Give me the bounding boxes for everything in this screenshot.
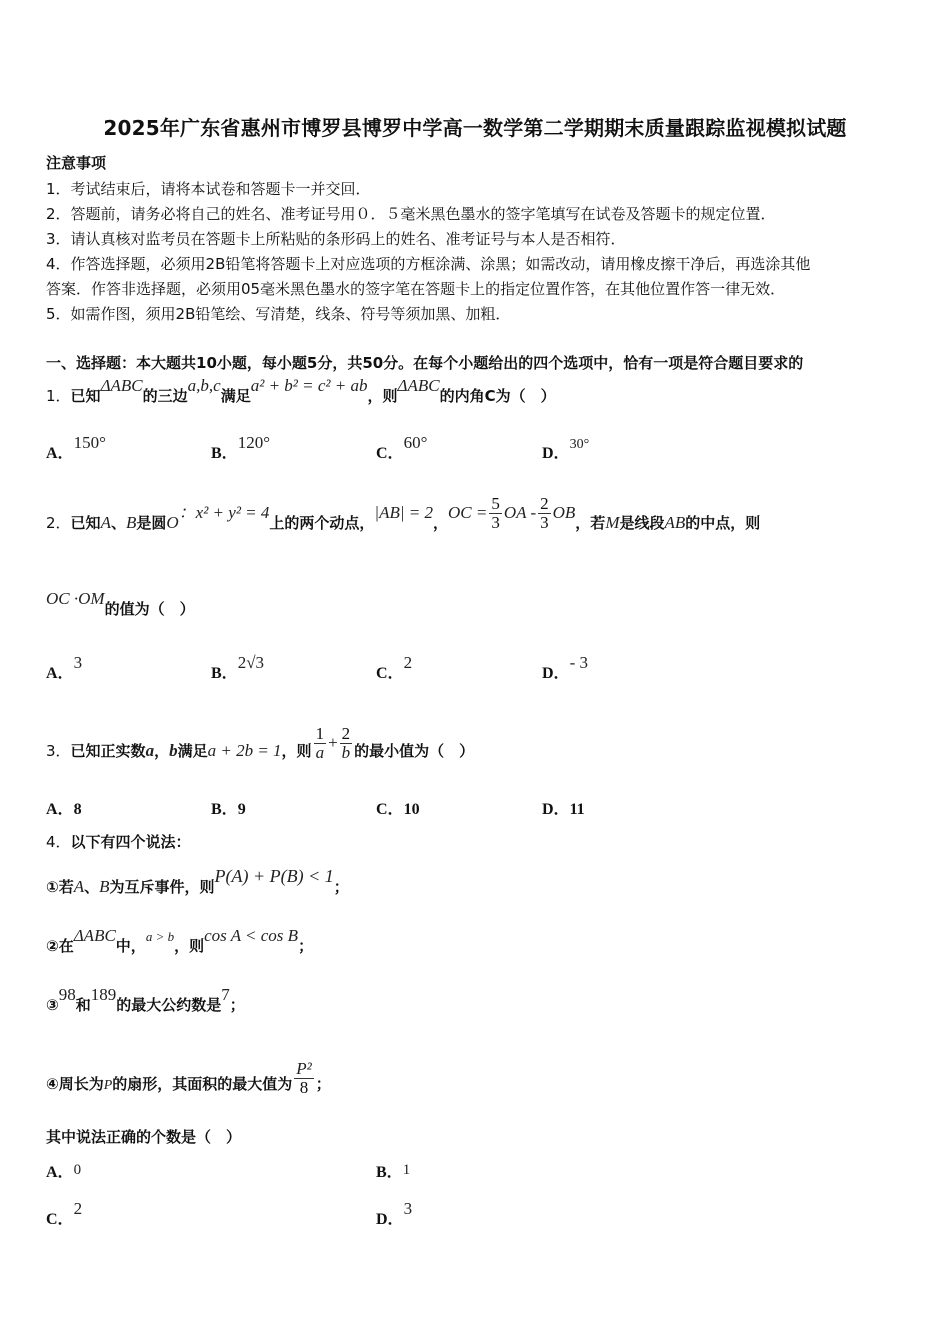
statement-math: 7 [221, 985, 230, 1004]
statement-math: P [103, 1078, 113, 1093]
option-value: 0 [73, 1162, 82, 1178]
q3-math: a + 2b = 1 [207, 741, 282, 760]
q4-option-b[interactable] [376, 1159, 410, 1182]
statement-text: 为互斥事件，则 [109, 878, 215, 896]
q1-text: 已知 [70, 387, 101, 405]
question-number: 2． [46, 514, 71, 532]
option-label: D． [542, 445, 570, 462]
option-label: D． [376, 1211, 404, 1228]
q2-math: OC = [448, 503, 488, 522]
statement-text: 的最大公约数是 [116, 996, 222, 1014]
q2-math: OA - [503, 503, 537, 522]
option-label: A． [46, 665, 74, 682]
q2-fraction [538, 495, 551, 532]
notice-item: 1．考试结束后，请将本试卷和答题卡一并交回． [46, 180, 371, 198]
statement-text: ； [229, 996, 245, 1014]
q2-text: 是圆 [136, 514, 167, 532]
q1-option-a[interactable] [46, 433, 106, 463]
statement-4 [46, 1059, 331, 1103]
q1-math: ΔABC [100, 376, 143, 395]
option-label: A． [46, 445, 74, 462]
question-number: 1． [46, 387, 71, 405]
q3-option-d[interactable] [542, 796, 585, 819]
notice-item: 答案．作答非选择题，必须用05毫米黑色墨水的签字笔在答题卡上的指定位置作答，在其他位置作答一律无效． [46, 280, 786, 298]
q2-text: 的值为（ ） [104, 600, 195, 618]
q2-option-d[interactable] [542, 653, 588, 683]
q2-text: 、 [110, 514, 126, 532]
statement-math: a > b [145, 929, 175, 944]
option-value: 60° [403, 433, 428, 452]
statement-text: ； [333, 878, 349, 896]
q2-math: |AB| = 2 [374, 503, 433, 522]
q4-text: 以下有四个说法： [70, 833, 191, 851]
q3-option-c[interactable] [376, 796, 420, 819]
statement-1 [46, 866, 349, 897]
option-label: B． [211, 665, 238, 682]
fraction-denominator: 3 [540, 513, 549, 532]
fraction-numerator: 2 [341, 724, 351, 743]
q2-option-a[interactable] [46, 653, 83, 683]
statement-text: 和 [75, 996, 91, 1014]
q3-text: ，则 [281, 742, 312, 760]
fraction-denominator: 8 [299, 1078, 309, 1097]
option-value: 11 [569, 801, 585, 818]
option-label: A． [46, 1164, 74, 1181]
q2-option-b[interactable] [211, 653, 265, 683]
fraction-numerator: P² [296, 1059, 312, 1078]
q2-math: A [100, 513, 111, 532]
q1-option-c[interactable] [376, 433, 428, 463]
q3-text: 满足 [177, 742, 208, 760]
option-value: 120° [237, 433, 270, 452]
q1-text: 满足 [220, 387, 251, 405]
question-4 [46, 831, 191, 852]
statement-2 [46, 926, 314, 956]
section-heading: 一、选择题：本大题共10小题，每小题5分，共50分。在每个小题给出的四个选项中，恰有一项是符合题目要求的 [46, 354, 804, 372]
option-value: 9 [237, 801, 246, 818]
fraction-numerator: 2 [540, 494, 549, 513]
q2-text: 的中点，则 [685, 514, 761, 532]
fraction-denominator: 3 [491, 513, 500, 532]
option-value: 1 [402, 1162, 411, 1178]
option-value: 2 [403, 653, 413, 672]
option-label: C． [376, 801, 404, 818]
q2-math: OB [552, 503, 576, 522]
q2-text: 是线段 [619, 514, 665, 532]
q1-text: 的内角C为（ ） [439, 387, 556, 405]
option-value: 3 [403, 1199, 413, 1218]
statement-text: ； [298, 937, 314, 955]
q1-option-b[interactable] [211, 433, 270, 463]
q2-text: ，若 [575, 514, 606, 532]
q3-fraction [314, 725, 327, 762]
q2-math: AB [664, 513, 686, 532]
q2-math: ：x² + y² = 4 [178, 503, 270, 522]
q1-math: a² + b² = c² + ab [250, 376, 368, 395]
q1-text: ，则 [367, 387, 398, 405]
q2-math: M [605, 513, 620, 532]
q3-text: 已知正实数 [70, 742, 146, 760]
q4-option-a[interactable] [46, 1159, 81, 1182]
q2-fraction [489, 495, 502, 532]
fraction-numerator: 1 [315, 724, 325, 743]
q3-math: b [169, 741, 178, 760]
option-value: 2√3 [237, 653, 265, 672]
statement-text: ，则 [174, 937, 205, 955]
statement-text: ②在 [46, 937, 74, 955]
statement-math: P(A) + P(B) < 1 [214, 866, 334, 886]
option-label: B． [376, 1164, 403, 1181]
q2-text: 上的两个动点， [269, 514, 375, 532]
q3-text: 的最小值为（ ） [354, 742, 475, 760]
q1-math: a,b,c [187, 376, 221, 395]
notice-item: 3．请认真核对监考员在答题卡上所粘贴的条形码上的姓名、准考证号与本人是否相符． [46, 230, 626, 248]
option-label: C． [376, 445, 404, 462]
q1-math: ΔABC [397, 376, 440, 395]
option-label: D． [542, 665, 570, 682]
option-label: C． [376, 665, 404, 682]
q2-text: ， [433, 514, 449, 532]
q2-math: OC ·OM [46, 589, 105, 608]
statement-math: 189 [90, 985, 117, 1004]
q2-math: O [166, 513, 179, 532]
q4-option-d[interactable] [376, 1199, 413, 1229]
q2-math: B [125, 513, 137, 532]
question-3 [46, 724, 475, 770]
statement-3 [46, 985, 245, 1015]
q3-math: a [145, 741, 155, 760]
statement-text: 的扇形，其面积的最大值为 [112, 1075, 293, 1093]
question-number: 3． [46, 742, 71, 760]
statement-text: ③ [46, 996, 59, 1014]
q3-fraction [340, 725, 353, 762]
option-value: 150° [73, 433, 106, 452]
option-value: 2 [73, 1199, 83, 1218]
notice-heading: 注意事项 [46, 154, 107, 172]
q1-option-d[interactable] [542, 437, 590, 463]
option-label: B． [211, 801, 238, 818]
q3-text: ， [154, 742, 170, 760]
notice-item: 5．如需作图，须用2B铅笔绘、写清楚，线条、符号等须加黑、加粗． [46, 305, 511, 323]
option-value: 30° [569, 437, 590, 452]
statement-math: B [99, 877, 110, 896]
statement-math: 98 [58, 985, 76, 1004]
question-1 [46, 376, 556, 406]
option-label: B． [211, 445, 238, 462]
statement-text: ； [315, 1075, 331, 1093]
question-2 [46, 494, 761, 542]
q2-option-c[interactable] [376, 653, 413, 683]
option-value: 10 [403, 801, 420, 818]
option-value: - 3 [569, 653, 588, 672]
q1-text: 的三边 [142, 387, 188, 405]
statement-fraction [294, 1060, 313, 1097]
fraction-numerator: 5 [491, 494, 500, 513]
statement-math: ΔABC [73, 926, 116, 945]
page-title: 2025年广东省惠州市博罗县博罗中学高一数学第二学期期末质量跟踪监视模拟试题 [103, 116, 847, 140]
question-4-ask: 其中说法正确的个数是（ ） [46, 1128, 242, 1146]
statement-text: ①若 [46, 878, 74, 896]
notice-item: 4．作答选择题，必须用2B铅笔将答题卡上对应选项的方框涂满、涂黑；如需改动，请用橡皮擦干净后，再选涂其他 [46, 255, 811, 273]
fraction-denominator: b [341, 743, 351, 762]
option-value: 3 [73, 653, 83, 672]
option-label: A． [46, 801, 74, 818]
statement-text: ④周长为 [46, 1075, 104, 1093]
statement-math: cos A < cos B [204, 926, 299, 945]
option-label: C． [46, 1211, 74, 1228]
option-value: 8 [73, 801, 82, 818]
question-2-cont [46, 589, 195, 619]
q2-text: 已知 [70, 514, 101, 532]
q3-math: + [328, 733, 338, 752]
q3-option-a[interactable] [46, 796, 82, 819]
q3-option-b[interactable] [211, 796, 246, 819]
statement-text: 、 [84, 878, 100, 896]
fraction-denominator: a [315, 743, 325, 762]
statement-math: A [73, 877, 85, 896]
statement-text: 中， [115, 937, 146, 955]
notice-item: 2．答题前，请务必将自己的姓名、准考证号用０．５毫米黑色墨水的签字笔填写在试卷及答题卡的规定位置． [46, 205, 776, 223]
q4-option-c[interactable] [46, 1199, 83, 1229]
question-number: 4． [46, 833, 71, 851]
option-label: D． [542, 801, 570, 818]
